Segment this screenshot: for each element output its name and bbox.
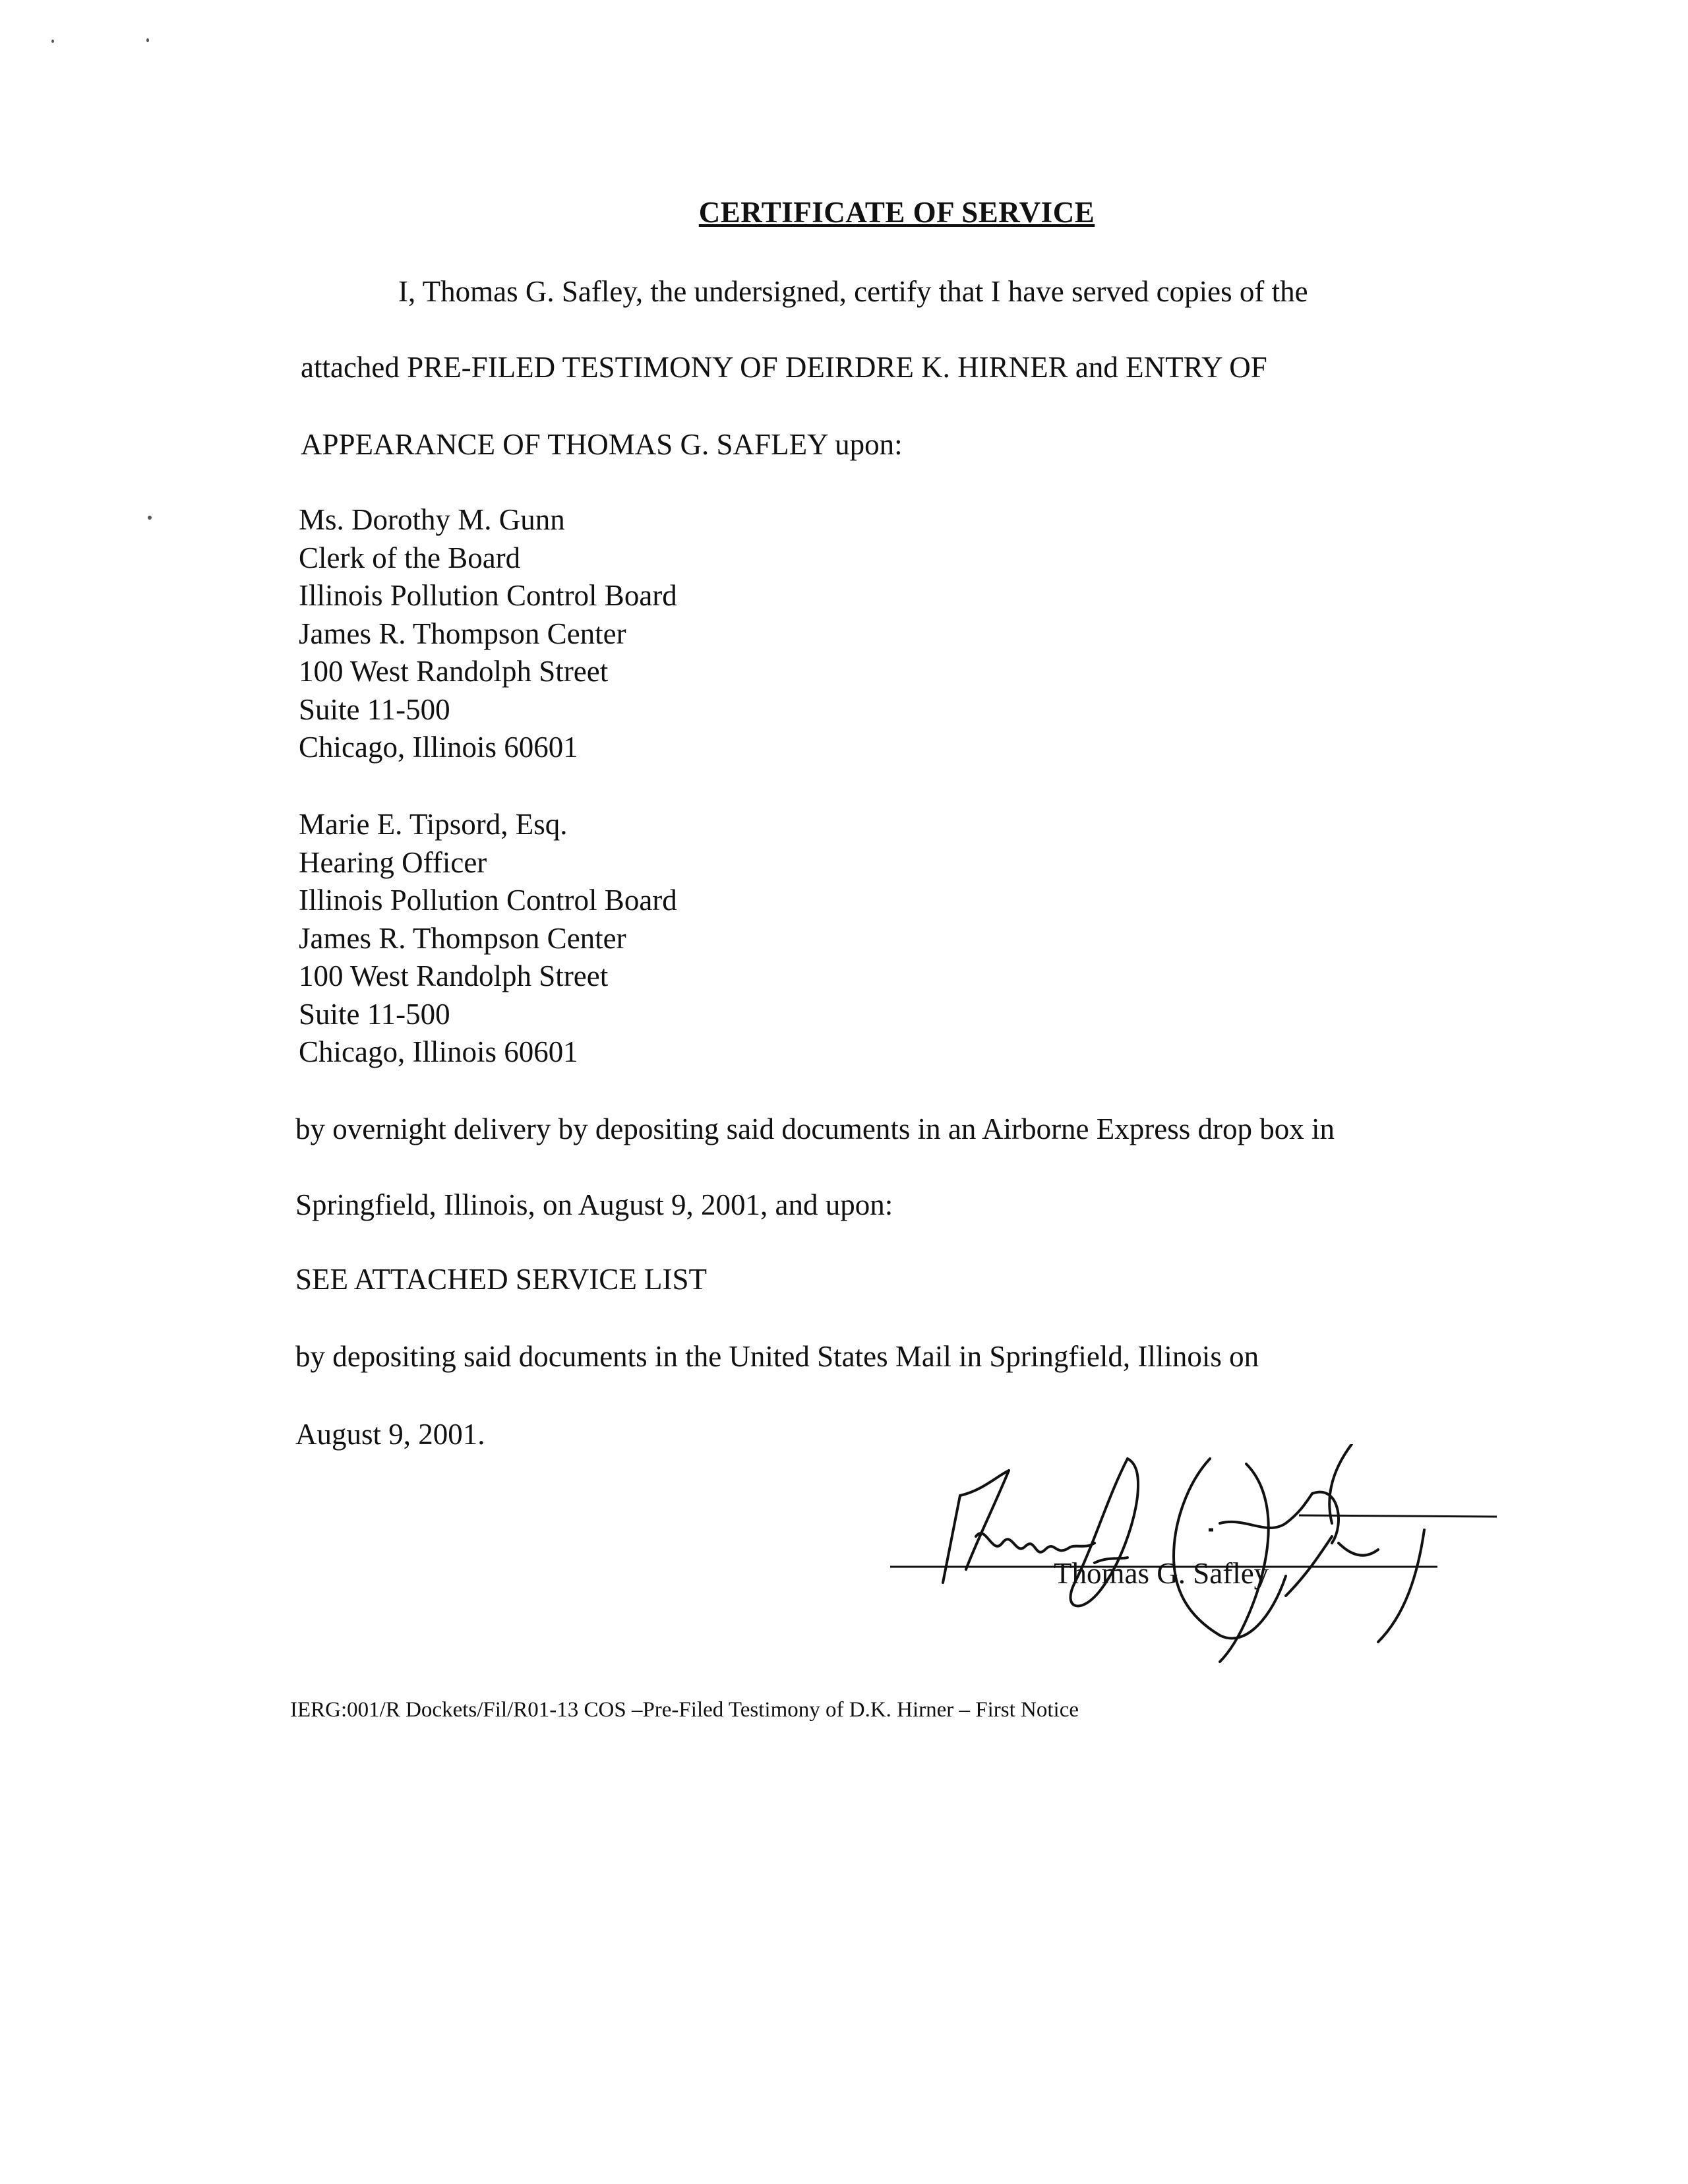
address-line: Clerk of the Board (299, 541, 521, 574)
address-line: Ms. Dorothy M. Gunn (299, 503, 565, 536)
service-list-note: SEE ATTACHED SERVICE LIST (295, 1263, 708, 1296)
address-line: James R. Thompson Center (299, 617, 626, 650)
delivery-line-1: by overnight delivery by depositing said documents in an Airborne Express drop box in (295, 1112, 1335, 1145)
signer-printed-name: Thomas G. Safley (1054, 1557, 1269, 1590)
address-line: 100 West Randolph Street (299, 959, 609, 992)
certificate-heading: CERTIFICATE OF SERVICE (698, 196, 1095, 229)
address-line: Hearing Officer (299, 845, 487, 879)
address-line: James R. Thompson Center (299, 921, 626, 955)
address-line: Chicago, Illinois 60601 (299, 731, 578, 764)
scan-speck (148, 516, 152, 520)
recipient-address-block (299, 501, 677, 767)
mail-line-2: August 9, 2001. (295, 1418, 485, 1451)
document-reference-footer: IERG:001/R Dockets/Fil/R01-13 COS –Pre-Filed Testimony of D.K. Hirner – First Notice (290, 1698, 1079, 1722)
delivery-line-2: Springfield, Illinois, on August 9, 2001, and upon: (295, 1188, 893, 1221)
address-line: Illinois Pollution Control Board (299, 884, 677, 917)
scan-speck (146, 38, 149, 42)
signature-block (877, 1444, 1503, 1695)
address-line: Suite 11-500 (299, 692, 450, 726)
address-line: Marie E. Tipsord, Esq. (299, 808, 568, 841)
scan-speck (51, 40, 54, 43)
address-line: Suite 11-500 (299, 997, 450, 1031)
mail-line-1: by depositing said documents in the United States Mail in Springfield, Illinois on (295, 1340, 1259, 1373)
intro-line-3: APPEARANCE OF THOMAS G. SAFLEY upon: (301, 428, 903, 461)
recipient-address-block (299, 806, 677, 1072)
intro-line-1: I, Thomas G. Safley, the undersigned, certify that I have served copies of the (398, 275, 1308, 308)
intro-line-2: attached PRE-FILED TESTIMONY OF DEIRDRE K. HIRNER and ENTRY OF (301, 351, 1267, 384)
address-line: 100 West Randolph Street (299, 655, 609, 688)
address-line: Illinois Pollution Control Board (299, 579, 677, 612)
address-line: Chicago, Illinois 60601 (299, 1035, 578, 1068)
